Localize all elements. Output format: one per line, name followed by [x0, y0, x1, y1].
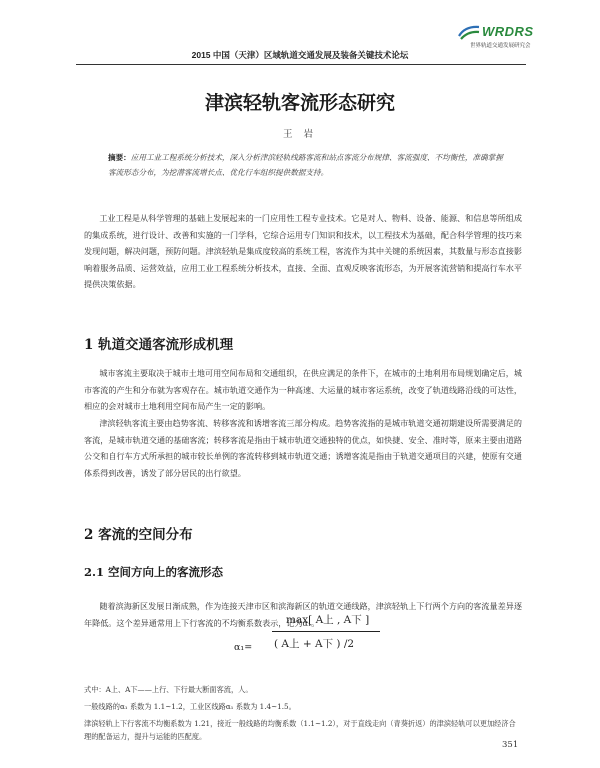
conference-header: 2015 中国（天津）区域轨道交通发展及装备关键技术论坛: [191, 50, 409, 60]
section-2-heading: 2 客流的空间分布: [84, 527, 193, 543]
page-number: 351: [502, 740, 519, 750]
logo-text: WRDRS: [482, 24, 534, 39]
intro-paragraph: 工业工程是从科学管理的基础上发展起来的一门应用性工程专业技术。它是对人、物料、设备、能源、和信息等所组成的集成系统，进行设计、改善和实施的一门学科，它综合运用专门知识和技术，以工程技术为基础，配合科学管理的技巧来发现问题，解决问题，预防问题。津滨轻轨是集成度较高的系统工程，客流作为其中关键的系统因素，其数量与形态直接影响着服务品质、运营效益，应用工业工程系统分析技术，直接、全面、直观反映客流形态，为开展客流营销和提高行车水平提供决策依据。: [84, 213, 522, 289]
formula-fraction-bar: [272, 631, 380, 632]
wrdrs-logo-mark-icon: [458, 24, 480, 40]
formula-note-3: 津滨轻轨上下行客流不均衡系数为 1.21，接近一般线路的均衡系数（1.1~1.2），对于直线走向（青葵折返）的津滨轻轨可以更加经济合理的配备运力，提升与运能的匹配度。: [84, 719, 516, 741]
header-divider: [76, 64, 526, 65]
abstract-label: 摘要：: [108, 153, 131, 162]
imbalance-formula: [228, 612, 388, 668]
paper-author: 王 岩: [282, 129, 318, 140]
section-2-1-paragraph: 随着滨海新区发展日渐成熟，作为连接天津市区和滨海新区的轨道交通线路，津滨轻轨上下行两个方向的客流量差异逐年降低。这个差异通常用上下行客流的不均衡系数表示，记为α₁。: [84, 601, 522, 628]
formula-lhs: α₁=: [234, 642, 253, 653]
formula-note-2: 一般线路的α₁ 系数为 1.1~1.2，工业区线路α₁ 系数为 1.4~1.5。: [84, 702, 296, 711]
logo-subtitle: 世界轨道交通发展研究会: [470, 43, 531, 49]
section-1-paragraph-1: 城市客流主要取决于城市土地可用空间布局和交通组织，在供应满足的条件下，在城市的土地利用布局规划确定后，城市客流的产生和分布就为客观存在。城市轨道交通作为一种高速、大运量的城市客运系统，改变了轨道线路沿线的可达性，相应的会对城市土地利用空间布局产生一定的影响。: [84, 368, 522, 411]
formula-denominator: ( A上 + A下 ) /2: [274, 638, 355, 650]
section-1-paragraph-2: 津滨轻轨客流主要由趋势客流、转移客流和诱增客流三部分构成。趋势客流指的是城市轨道交通初期建设所需要满足的客流，是城市轨道交通的基础客流；转移客流是指由于城市轨道交通独特的优点，如快捷、安全、准时等，原来主要由道路公交和自行车方式所承担的城市较长单例的客流转移到城市轨道交通；诱增客流是指由于轨道交通项目的兴建，使原有交通体系得到改善，诱发了部分居民的出行欲望。: [84, 418, 522, 478]
paper-title: 津滨轻轨客流形态研究: [204, 92, 395, 114]
formula-note-1: 式中：A上、A下——上行、下行最大断面客流，人。: [84, 685, 253, 694]
section-1-heading: 1 轨道交通客流形成机理: [84, 337, 234, 353]
abstract: [108, 151, 508, 180]
section-2-1-heading: 2.1 空间方向上的客流形态: [84, 565, 224, 579]
formula-numerator: max[ A上 , A下 ]: [286, 614, 370, 626]
abstract-text: 应用工业工程系统分析技术，深入分析津滨轻轨线路客流和站点客流分布规律、客流强度、不均衡性，准确掌握客流形态分布，为挖潜客流增长点、优化行车组织提供数据支持。: [108, 153, 503, 177]
